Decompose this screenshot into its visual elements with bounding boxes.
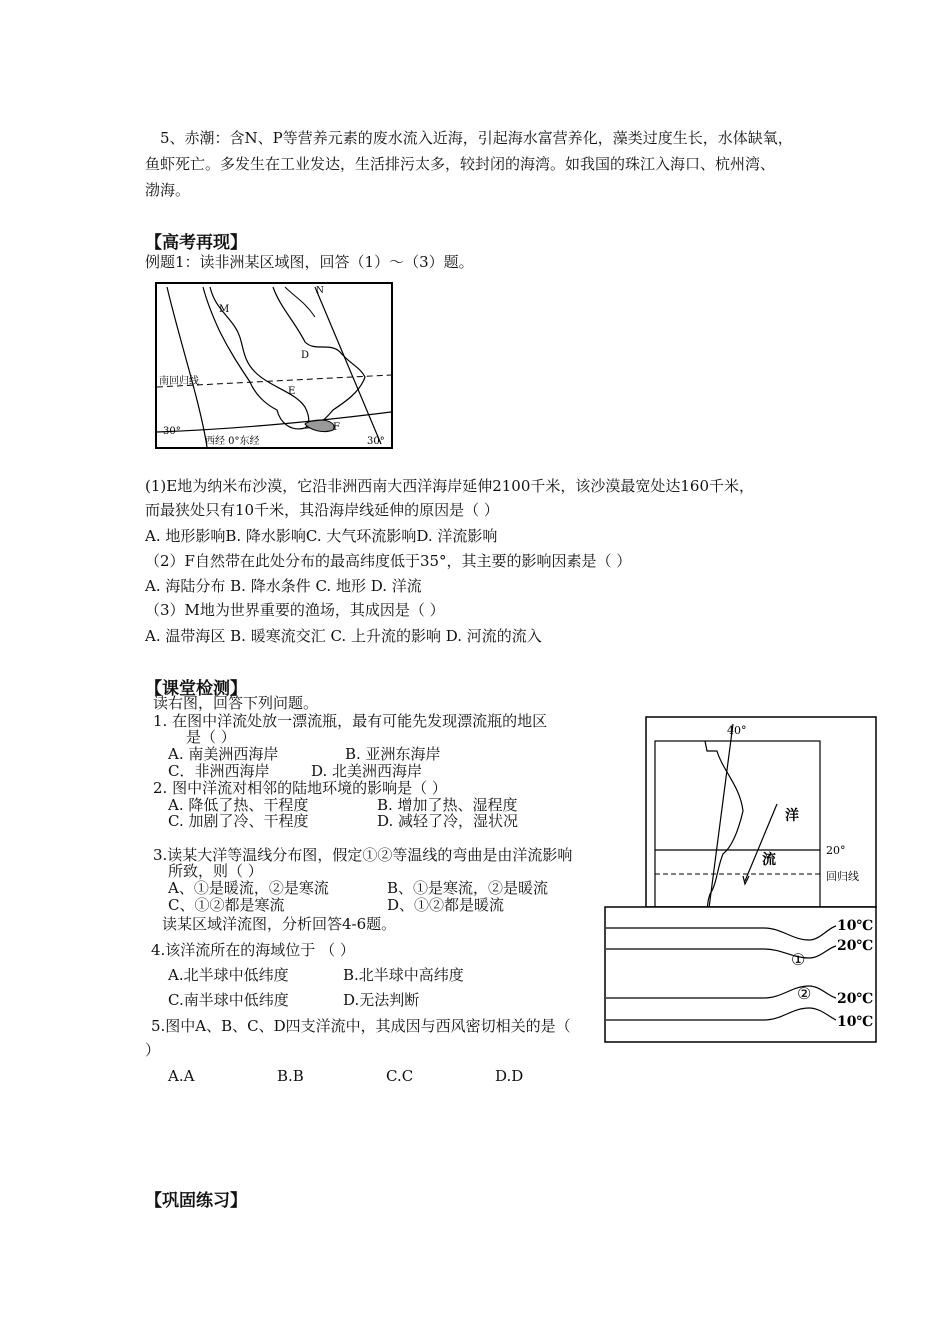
- ketang-q2-optA: A. 降低了热、干程度: [168, 796, 309, 814]
- ketang-q5-line2: ）: [145, 1041, 161, 1059]
- isotherm-t1-top: 10℃: [837, 918, 874, 934]
- isotherm-t1-bottom: 10℃: [837, 1014, 874, 1030]
- gaokao-intro: 例题1：读非洲某区域图，回答（1）～（3）题。: [145, 253, 474, 271]
- ketang-q2-optB: B. 增加了热、湿程度: [377, 796, 518, 814]
- ketang-q1-line2: 是（ ）: [186, 728, 236, 746]
- ketang-intro: 读右图，回答下列问题。: [153, 694, 319, 712]
- isotherm-diagram: [604, 906, 878, 1044]
- gaokao-q2: （2）F自然带在此处分布的最高纬度低于35°，其主要的影响因素是（ ）: [145, 552, 632, 570]
- map2-lon40: 40°: [727, 724, 747, 737]
- gaokao-q1-options: A. 地形影响B. 降水影响C. 大气环流影响D. 洋流影响: [145, 527, 498, 545]
- isotherm-label2: ②: [797, 984, 812, 1003]
- ketang-q3-optB: B、①是寒流，②是暖流: [387, 879, 549, 897]
- ketang-q3-optD: D、①②都是暖流: [387, 896, 505, 914]
- ketang-q2-optD: D. 减轻了冷，湿状况: [377, 812, 519, 830]
- map2-lat20: 20°: [826, 844, 846, 857]
- map-label-e: E: [288, 386, 296, 397]
- gonggu-heading: 【巩固练习】: [145, 1191, 247, 1211]
- ketang-q5-line1: 5.图中A、B、C、D四支洋流中，其成因与西风密切相关的是（: [151, 1017, 571, 1035]
- map-label-f: F: [333, 422, 340, 433]
- ketang-q3-line2: 所致，则（ ）: [168, 862, 263, 880]
- ketang-q2: 2. 图中洋流对相邻的陆地环境的影响是（ ）: [153, 779, 447, 797]
- ketang-q3-optA: A、①是暖流，②是寒流: [168, 879, 329, 897]
- gaokao-q3-options: A. 温带海区 B. 暖寒流交汇 C. 上升流的影响 D. 河流的流入: [145, 627, 542, 645]
- gaokao-heading: 【高考再现】: [145, 233, 247, 253]
- ketang-q4-optB: B.北半球中高纬度: [343, 966, 464, 984]
- gaokao-q1-line1: (1)E地为纳米布沙漠，它沿非洲西南大西洋海岸延伸2100千米，该沙漠最宽处达160千米，: [145, 477, 755, 495]
- gaokao-q3: （3）M地为世界重要的渔场，其成因是（ ）: [145, 601, 445, 619]
- section5-line1: 5、赤潮：含N、P等营养元素的废水流入近海，引起海水富营养化，藻类过度生长，水体缺氧，: [160, 129, 793, 147]
- map2-liu: 流: [762, 852, 776, 868]
- ketang-q4: 4.该洋流所在的海域位于 （ ）: [151, 941, 355, 959]
- ketang-q5-optD: D.D: [495, 1067, 524, 1085]
- ocean-current-map: [645, 716, 877, 908]
- gaokao-q1-line2: 而最狭处只有10千米，其沿海岸线延伸的原因是（ ）: [145, 501, 499, 519]
- map-label-m: M: [219, 304, 230, 315]
- map-lon30-label: 30°: [367, 436, 385, 447]
- ketang-q5-optB: B.B: [277, 1067, 304, 1085]
- ketang-q1-optC: C．非洲西海岸: [168, 762, 270, 780]
- ketang-heading: 【课堂检测】: [145, 679, 247, 699]
- ketang-q2-optC: C. 加剧了冷、干程度: [168, 812, 309, 830]
- map-lon-label: 西经 0°东经: [205, 436, 260, 447]
- ketang-read2: 读某区域洋流图，分析回答4-6题。: [162, 915, 397, 933]
- map-tropic-label: 南回归线: [159, 376, 199, 387]
- ketang-q3-optC: C、①②都是寒流: [168, 896, 285, 914]
- ketang-q1-optA: A. 南美洲西海岸: [168, 745, 279, 763]
- ketang-q1-optB: B. 亚洲东海岸: [345, 745, 441, 763]
- section5-line3: 渤海。: [145, 181, 191, 199]
- isotherm-label1: ①: [791, 950, 806, 969]
- map-label-n: N: [316, 286, 324, 296]
- ketang-q4-optD: D.无法判断: [343, 991, 420, 1009]
- ketang-q4-optA: A.北半球中低纬度: [168, 966, 289, 984]
- ketang-q5-optA: A.A: [168, 1067, 195, 1085]
- ketang-q4-optC: C.南半球中低纬度: [168, 991, 289, 1009]
- ketang-q1-line1: 1. 在图中洋流处放一漂流瓶，最有可能先发现漂流瓶的地区: [153, 712, 548, 730]
- africa-map: [155, 282, 395, 452]
- ketang-q5-optC: C.C: [386, 1067, 414, 1085]
- ketang-q1-optD: D. 北美洲西海岸: [311, 762, 423, 780]
- isotherm-t2-bottom: 20℃: [837, 991, 874, 1007]
- map2-yang: 洋: [785, 808, 799, 824]
- gaokao-q2-options: A. 海陆分布 B. 降水条件 C. 地形 D. 洋流: [145, 577, 422, 595]
- map2-tropic: 回归线: [826, 870, 859, 883]
- ketang-q3-line1: 3.读某大洋等温线分布图，假定①②等温线的弯曲是由洋流影响: [153, 846, 573, 864]
- section5-line2: 鱼虾死亡。多发生在工业发达，生活排污太多，较封闭的海湾。如我国的珠江入海口、杭州湾、: [145, 155, 776, 173]
- isotherm-t2-top: 20℃: [837, 938, 874, 954]
- map-lat30-label: 30°: [163, 426, 181, 437]
- map-label-d: D: [301, 350, 310, 361]
